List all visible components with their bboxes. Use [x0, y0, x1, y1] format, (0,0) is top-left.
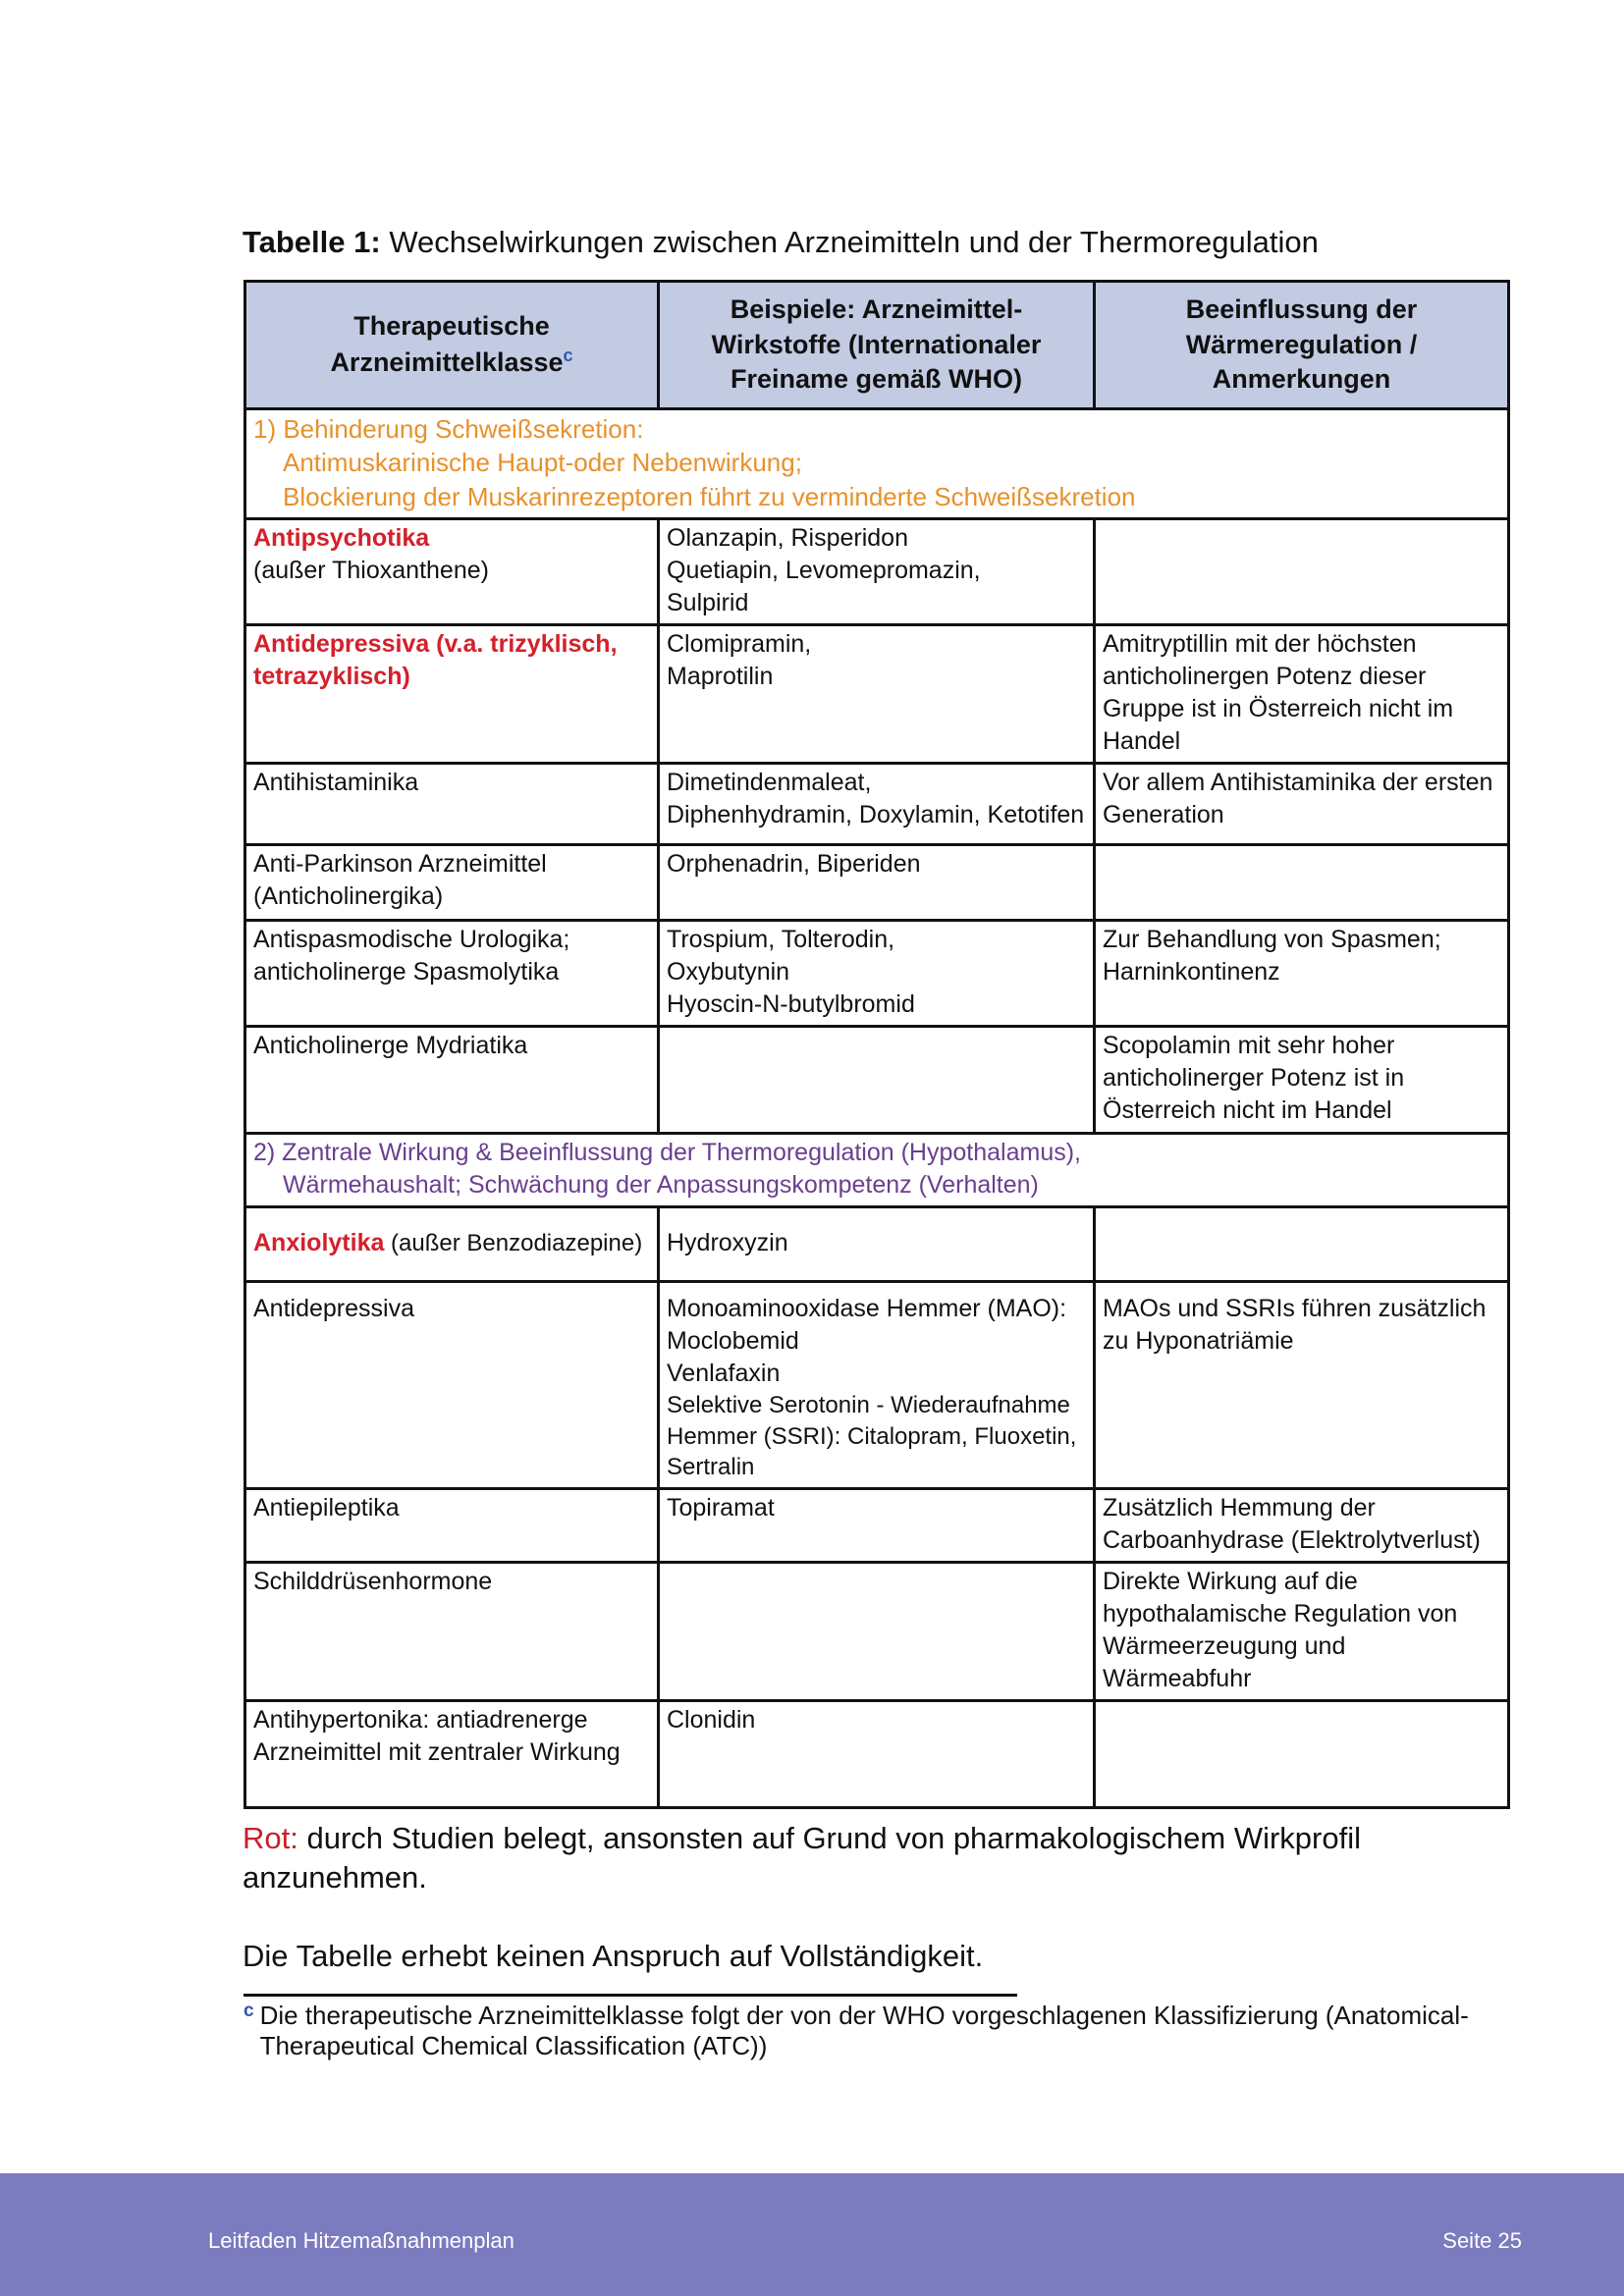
color-legend [243, 1819, 1519, 1898]
class-cell: Antiepileptika [245, 1488, 659, 1562]
class-cell: Schilddrüsenhormone [245, 1562, 659, 1700]
notes-cell: MAOs und SSRIs führen zusätzlich zu Hyponatriämie [1095, 1281, 1509, 1488]
completeness-note: Die Tabelle erhebt keinen Anspruch auf Vollständigkeit. [243, 1939, 984, 1973]
notes-cell: Vor allem Antihistaminika der ersten Generation [1095, 763, 1509, 844]
table-row [245, 844, 1509, 920]
notes-cell: Zusätzlich Hemmung der Carboanhydrase (Elektrolytverlust) [1095, 1488, 1509, 1562]
class-cell: Anxiolytika (außer Benzodiazepine) [245, 1206, 659, 1281]
table-row [245, 624, 1509, 763]
table-row [245, 920, 1509, 1026]
table-row [245, 518, 1509, 624]
table-row [245, 1026, 1509, 1133]
examples-cell: Clomipramin, Maprotilin [659, 624, 1095, 763]
notes-cell [1095, 1206, 1509, 1281]
legend-text: durch Studien belegt, ansonsten auf Grund von pharmakologischem Wirkprofil anzunehmen. [243, 1821, 1361, 1896]
examples-cell: Topiramat [659, 1488, 1095, 1562]
examples-cell: Orphenadrin, Biperiden [659, 844, 1095, 920]
examples-cell: Dimetindenmaleat, Diphenhydramin, Doxylamin, Ketotifen [659, 763, 1095, 844]
examples-cell [659, 1026, 1095, 1133]
table-row [245, 1562, 1509, 1700]
notes-cell [1095, 1700, 1509, 1807]
page-footer [0, 2173, 1624, 2296]
notes-cell [1095, 518, 1509, 624]
page-number: Seite 25 [1442, 2228, 1522, 2253]
notes-cell: Zur Behandlung von Spasmen; Harninkontinenz [1095, 920, 1509, 1026]
table-row [245, 1206, 1509, 1281]
notes-cell [1095, 844, 1509, 920]
examples-cell: Clonidin [659, 1700, 1095, 1807]
notes-cell: Scopolamin mit sehr hoher anticholinerger Potenz ist in Österreich nicht im Handel [1095, 1026, 1509, 1133]
examples-cell: Monoaminooxidase Hemmer (MAO): Moclobemid Venlafaxin Selektive Serotonin - Wiederaufnahme Hemmer (SSRI): Citalopram, Fluoxetin, Sertralin [659, 1281, 1095, 1488]
footer-title: Leitfaden Hitzemaßnahmenplan [208, 2228, 514, 2253]
legend-label: Rot: [243, 1821, 298, 1855]
header-notes: Beeinflussung der Wärmeregulation / Anmerkungen [1095, 282, 1509, 409]
table-caption [243, 224, 1519, 260]
caption-text: Wechselwirkungen zwischen Arzneimitteln und der Thermoregulation [380, 225, 1319, 259]
header-examples: Beispiele: Arzneimittel-Wirkstoffe (Internationaler Freiname gemäß WHO) [659, 282, 1095, 409]
class-cell: Antispasmodische Urologika; anticholinerge Spasmolytika [245, 920, 659, 1026]
examples-cell [659, 1562, 1095, 1700]
examples-cell: Hydroxyzin [659, 1206, 1095, 1281]
table-row [245, 1488, 1509, 1562]
section-row-2 [245, 1133, 1509, 1206]
class-cell: Antidepressiva [245, 1281, 659, 1488]
class-cell: Anticholinerge Mydriatika [245, 1026, 659, 1133]
section-row-1 [245, 409, 1509, 519]
examples-cell: Olanzapin, Risperidon Quetiapin, Levomepromazin, Sulpirid [659, 518, 1095, 624]
section-heading-2: 2) Zentrale Wirkung & Beeinflussung der Thermoregulation (Hypothalamus), Wärmehaushalt; Schwächung der Anpassungskompetenz (Verhalten) [245, 1133, 1509, 1206]
drug-interaction-table [244, 280, 1510, 1809]
table-row [245, 1700, 1509, 1807]
footnote-marker: c [563, 346, 573, 365]
class-cell: Antihistaminika [245, 763, 659, 844]
examples-cell: Trospium, Tolterodin, Oxybutynin Hyoscin-N-butylbromid [659, 920, 1095, 1026]
footnote-text: Die therapeutische Arzneimittelklasse folgt der von der WHO vorgeschlagenen Klassifizierung (Anatomical-Therapeutical Chemical Classification (ATC)) [259, 2001, 1469, 2061]
class-cell: Antidepressiva (v.a. trizyklisch, tetrazyklisch) [245, 624, 659, 763]
class-cell: Antihypertonika: antiadrenerge Arzneimittel mit zentraler Wirkung [245, 1700, 659, 1807]
footnote-mark: c [244, 2001, 254, 2021]
class-cell: Antipsychotika (außer Thioxanthene) [245, 518, 659, 624]
section-heading-1: 1) Behinderung Schweißsekretion: Antimuskarinische Haupt-oder Nebenwirkung; Blockierung der Muskarinrezeptoren führt zu verminderte Schweißsekretion [245, 409, 1509, 519]
class-cell: Anti-Parkinson Arzneimittel (Anticholinergika) [245, 844, 659, 920]
table-row [245, 1281, 1509, 1488]
footnote [244, 2001, 1520, 2061]
notes-cell: Amitryptillin mit der höchsten anticholinergen Potenz dieser Gruppe ist in Österreich nicht im Handel [1095, 624, 1509, 763]
notes-cell: Direkte Wirkung auf die hypothalamische Regulation von Wärmeerzeugung und Wärmeabfuhr [1095, 1562, 1509, 1700]
header-therapeutic-class: Therapeutische Arzneimittelklasse$^c$ [245, 282, 659, 409]
table-row [245, 763, 1509, 844]
table-header-row [245, 282, 1509, 409]
caption-label: Tabelle 1: [243, 225, 381, 259]
footnote-divider [244, 1994, 1017, 1997]
